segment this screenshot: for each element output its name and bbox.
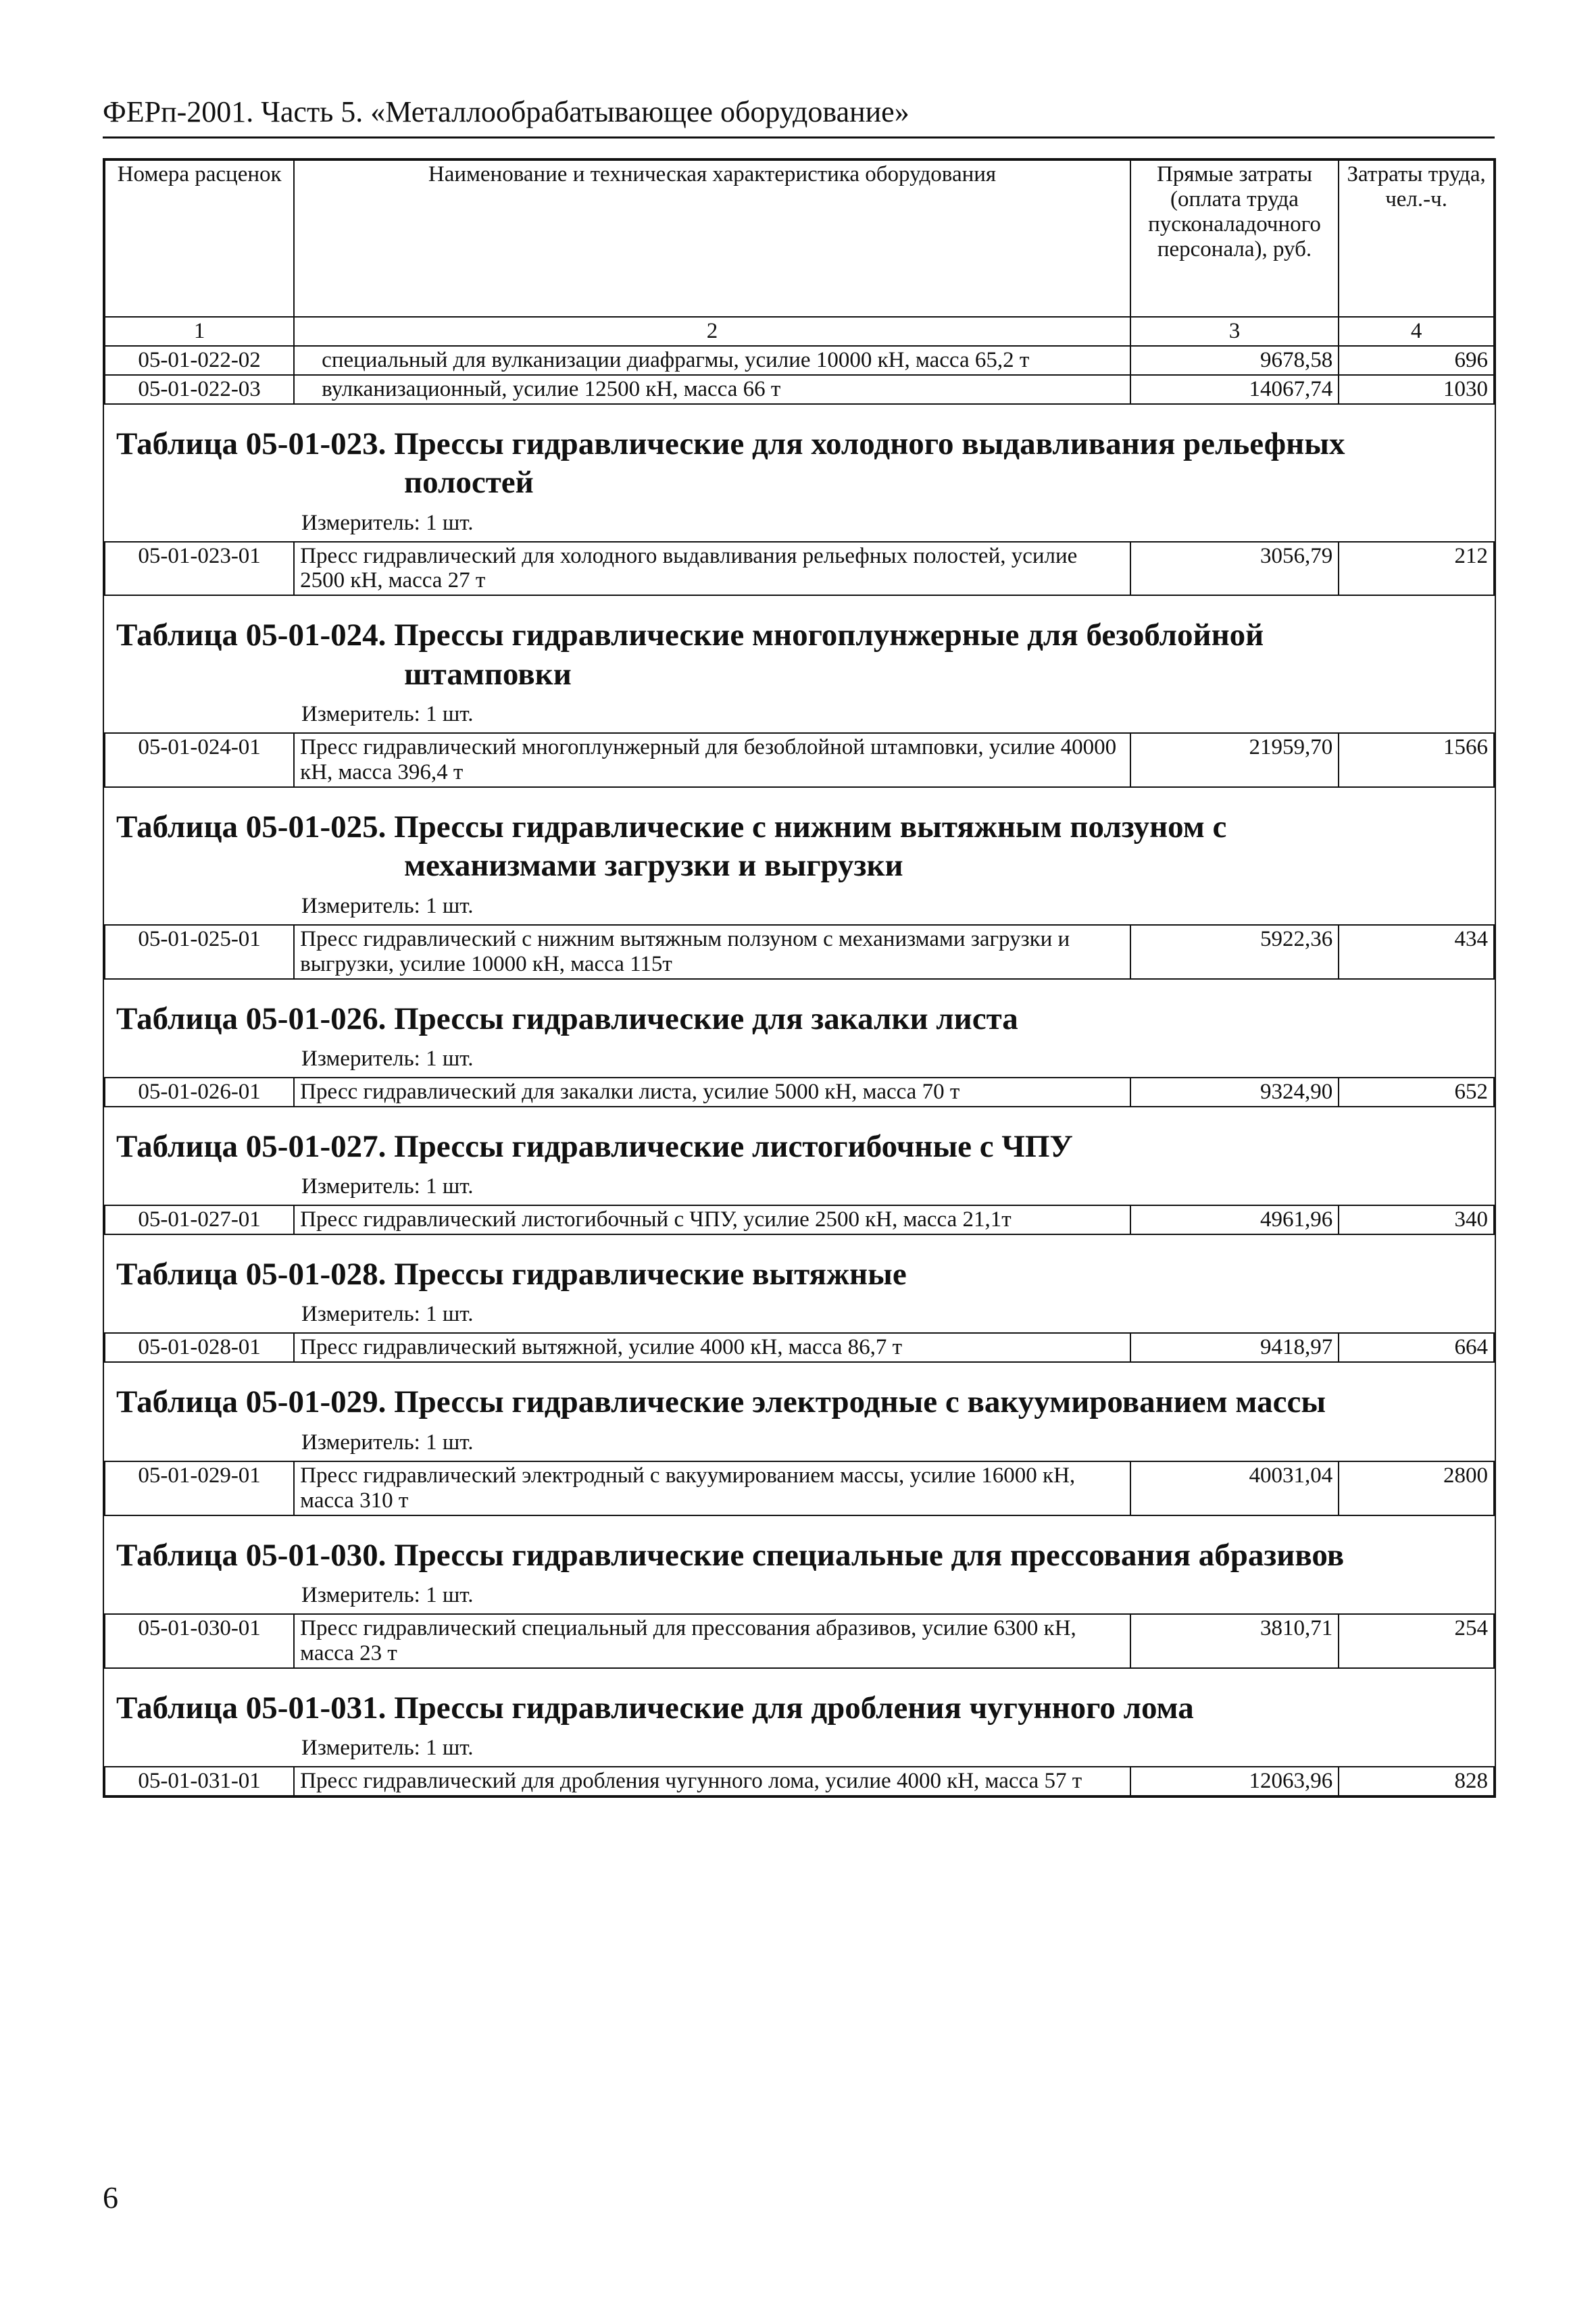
column-header-codes: Номера расценок [105, 160, 294, 317]
column-number: 3 [1130, 317, 1339, 346]
rate-code: 05-01-023-01 [105, 542, 294, 596]
table-row [105, 542, 1494, 596]
equipment-name: специальный для вулканизации диафрагмы, усилие 10000 кН, масса 65,2 т [294, 346, 1130, 375]
column-header-name: Наименование и техническая характеристика оборудования [294, 160, 1130, 317]
labor-cost: 254 [1339, 1614, 1494, 1668]
section-title [116, 1689, 1495, 1728]
labor-cost: 696 [1339, 346, 1494, 375]
direct-cost: 40031,04 [1130, 1461, 1339, 1515]
equipment-name: Пресс гидравлический для дробления чугунного лома, усилие 4000 кН, масса 57 т [294, 1767, 1130, 1796]
column-number: 4 [1339, 317, 1494, 346]
direct-cost: 14067,74 [1130, 375, 1339, 404]
direct-cost: 5922,36 [1130, 925, 1339, 979]
rate-code: 05-01-030-01 [105, 1614, 294, 1668]
rate-code: 05-01-022-03 [105, 375, 294, 404]
section-title [116, 1128, 1495, 1166]
section-table [104, 1205, 1495, 1235]
section-title-line: Таблица 05-01-030. Прессы гидравлические специальные для прессования абразивов [116, 1537, 1345, 1573]
section-title-line: Таблица 05-01-026. Прессы гидравлические для закалки листа [116, 1001, 1018, 1036]
section-title [116, 1536, 1495, 1575]
rate-code: 05-01-026-01 [105, 1078, 294, 1107]
section-title [116, 1255, 1495, 1294]
labor-cost: 652 [1339, 1078, 1494, 1107]
section-heading [104, 405, 1495, 541]
equipment-name: Пресс гидравлический для холодного выдавливания рельефных полостей, усилие 2500 кН, масса 27 т [294, 542, 1130, 596]
column-header-table [104, 159, 1495, 405]
direct-cost: 21959,70 [1130, 733, 1339, 787]
equipment-name: Пресс гидравлический специальный для прессования абразивов, усилие 6300 кН, масса 23 т [294, 1614, 1130, 1668]
unit-label: Измеритель: 1 шт. [301, 1430, 474, 1455]
section-heading [104, 1107, 1495, 1205]
section-table [104, 541, 1495, 597]
page-header: ФЕРп-2001. Часть 5. «Металлообрабатывающее оборудование» [103, 95, 909, 128]
table-section [104, 405, 1495, 597]
table-row [105, 1205, 1494, 1234]
section-heading [104, 788, 1495, 924]
section-title-line: Таблица 05-01-024. Прессы гидравлические многоплунжерные для безоблойной [116, 618, 1264, 653]
unit-label: Измеритель: 1 шт. [301, 1582, 474, 1607]
section-title-continuation: полостей [404, 465, 534, 501]
direct-cost: 12063,96 [1130, 1767, 1339, 1796]
section-table [104, 1077, 1495, 1107]
section-table [104, 1613, 1495, 1669]
section-table [104, 1461, 1495, 1516]
column-number: 1 [105, 317, 294, 346]
table-row [105, 1767, 1494, 1796]
section-title [116, 808, 1495, 886]
direct-cost: 4961,96 [1130, 1205, 1339, 1234]
table-section [104, 1107, 1495, 1235]
section-table [104, 924, 1495, 980]
header-rule [103, 136, 1495, 139]
section-title-line: Таблица 05-01-028. Прессы гидравлические вытяжные [116, 1257, 907, 1292]
rate-code: 05-01-027-01 [105, 1205, 294, 1234]
labor-cost: 2800 [1339, 1461, 1494, 1515]
unit-label: Измеритель: 1 шт. [301, 1302, 474, 1327]
table-section [104, 1516, 1495, 1669]
labor-cost: 434 [1339, 925, 1494, 979]
table-section [104, 1363, 1495, 1515]
labor-cost: 664 [1339, 1333, 1494, 1362]
labor-cost: 1030 [1339, 375, 1494, 404]
page-number: 6 [103, 2180, 118, 2215]
equipment-name: Пресс гидравлический электродный с вакуумированием массы, усилие 16000 кН, масса 310 т [294, 1461, 1130, 1515]
section-heading [104, 596, 1495, 732]
unit-label: Измеритель: 1 шт. [301, 510, 474, 535]
rate-code: 05-01-025-01 [105, 925, 294, 979]
unit-label: Измеритель: 1 шт. [301, 1736, 474, 1761]
section-title [116, 425, 1495, 503]
table-section [104, 1235, 1495, 1363]
rate-code: 05-01-028-01 [105, 1333, 294, 1362]
equipment-name: Пресс гидравлический с нижним вытяжным ползуном с механизмами загрузки и выгрузки, усилие 10000 кН, масса 115т [294, 925, 1130, 979]
unit-label: Измеритель: 1 шт. [301, 1174, 474, 1199]
table-section [104, 1669, 1495, 1796]
table-row [105, 1614, 1494, 1668]
document-frame [103, 158, 1496, 1798]
labor-cost: 1566 [1339, 733, 1494, 787]
table-row [105, 346, 1494, 375]
unit-label: Измеритель: 1 шт. [301, 1046, 474, 1071]
labor-cost: 340 [1339, 1205, 1494, 1234]
table-row [105, 733, 1494, 787]
direct-cost: 9324,90 [1130, 1078, 1339, 1107]
equipment-name: Пресс гидравлический листогибочный с ЧПУ, усилие 2500 кН, масса 21,1т [294, 1205, 1130, 1234]
rate-code: 05-01-029-01 [105, 1461, 294, 1515]
section-title-line: Таблица 05-01-023. Прессы гидравлические для холодного выдавливания рельефных [116, 426, 1345, 461]
equipment-name: вулканизационный, усилие 12500 кН, масса 66 т [294, 375, 1130, 404]
table-row [105, 1333, 1494, 1362]
equipment-name: Пресс гидравлический вытяжной, усилие 4000 кН, масса 86,7 т [294, 1333, 1130, 1362]
section-title [116, 616, 1495, 694]
labor-cost: 212 [1339, 542, 1494, 596]
table-row [105, 1461, 1494, 1515]
section-table [104, 1766, 1495, 1796]
labor-cost: 828 [1339, 1767, 1494, 1796]
column-header-row [105, 160, 1494, 317]
section-table [104, 732, 1495, 788]
column-number-row [105, 317, 1494, 346]
section-table [104, 1332, 1495, 1363]
table-section [104, 788, 1495, 980]
direct-cost: 3056,79 [1130, 542, 1339, 596]
direct-cost: 9418,97 [1130, 1333, 1339, 1362]
rate-code: 05-01-022-02 [105, 346, 294, 375]
table-row [105, 375, 1494, 404]
section-title [116, 1000, 1495, 1038]
equipment-name: Пресс гидравлический многоплунжерный для безоблойной штамповки, усилие 40000 кН, масса 396,4 т [294, 733, 1130, 787]
section-heading [104, 1363, 1495, 1460]
table-section [104, 980, 1495, 1107]
section-title-continuation: штамповки [404, 656, 572, 692]
column-number: 2 [294, 317, 1130, 346]
direct-cost: 9678,58 [1130, 346, 1339, 375]
section-heading [104, 980, 1495, 1077]
section-title [116, 1383, 1495, 1422]
direct-cost: 3810,71 [1130, 1614, 1339, 1668]
sections-container [104, 405, 1495, 1796]
rate-code: 05-01-024-01 [105, 733, 294, 787]
column-header-cost: Прямые затраты (оплата труда пусконаладочного персонала), руб. [1130, 160, 1339, 317]
rate-code: 05-01-031-01 [105, 1767, 294, 1796]
section-title-line: Таблица 05-01-031. Прессы гидравлические для дробления чугунного лома [116, 1690, 1194, 1726]
unit-label: Измеритель: 1 шт. [301, 702, 474, 727]
section-heading [104, 1669, 1495, 1766]
section-heading [104, 1235, 1495, 1332]
table-section [104, 596, 1495, 788]
column-header-labor: Затраты труда, чел.-ч. [1339, 160, 1494, 317]
equipment-name: Пресс гидравлический для закалки листа, усилие 5000 кН, масса 70 т [294, 1078, 1130, 1107]
section-heading [104, 1516, 1495, 1613]
table-row [105, 1078, 1494, 1107]
unit-label: Измеритель: 1 шт. [301, 893, 474, 918]
table-row [105, 925, 1494, 979]
section-title-line: Таблица 05-01-027. Прессы гидравлические листогибочные с ЧПУ [116, 1128, 1073, 1164]
section-title-line: Таблица 05-01-025. Прессы гидравлические с нижним вытяжным ползуном с [116, 809, 1227, 845]
section-title-line: Таблица 05-01-029. Прессы гидравлические электродные с вакуумированием массы [116, 1384, 1326, 1420]
section-title-continuation: механизмами загрузки и выгрузки [404, 848, 903, 884]
